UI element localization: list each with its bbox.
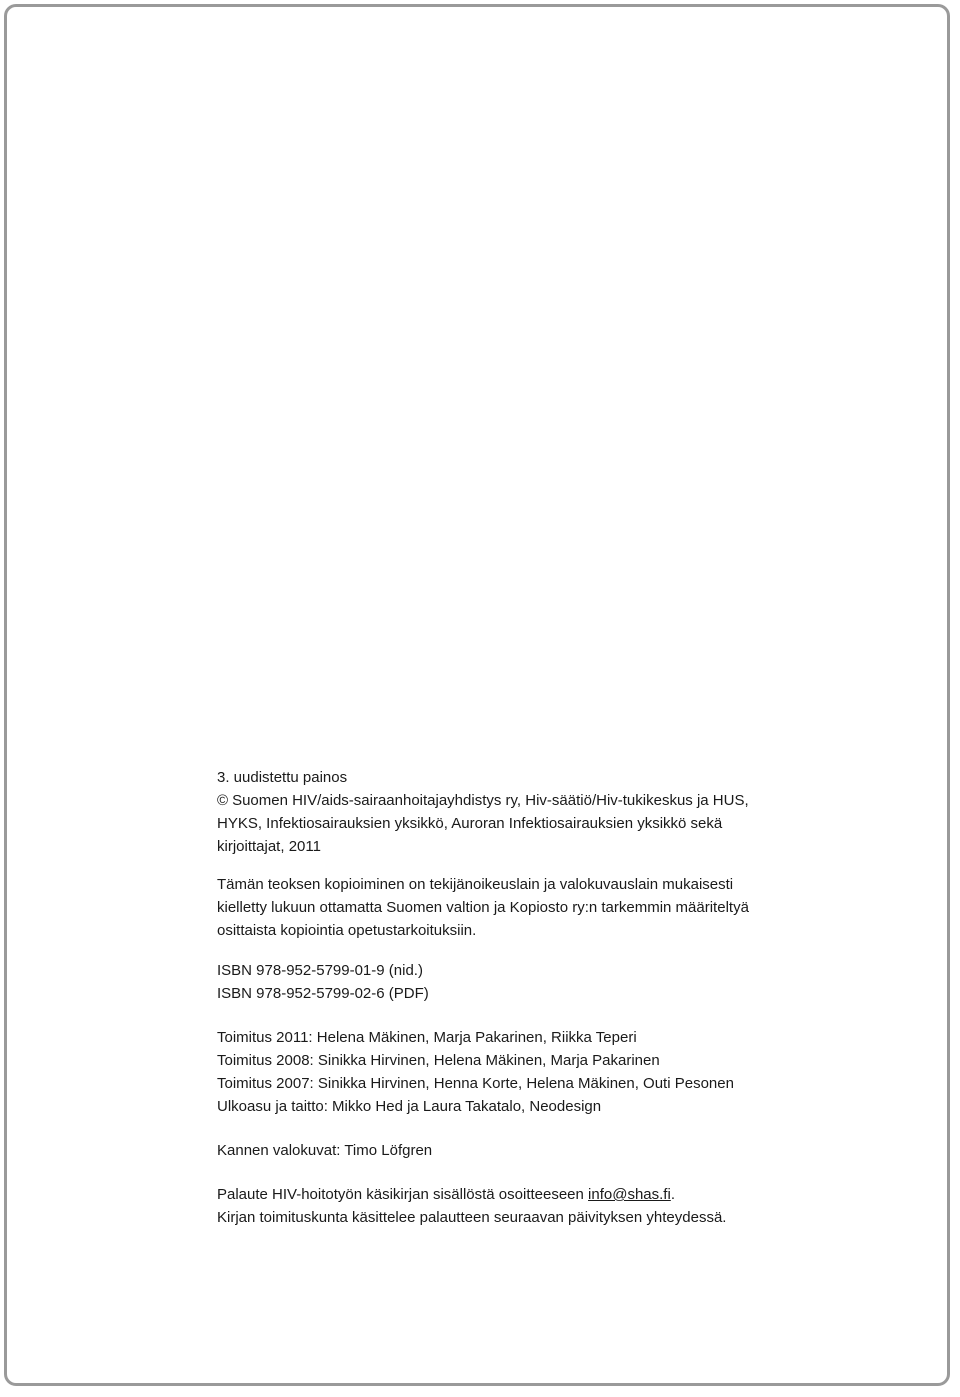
copyright-line-2: HYKS, Infektiosairauksien yksikkö, Auroran Infektiosairauksien yksikkö sekä xyxy=(217,815,723,832)
edition-block xyxy=(217,766,857,858)
feedback-line-2: Kirjan toimituskunta käsittelee palautteen seuraavan päivityksen yhteydessä. xyxy=(217,1209,727,1226)
photos-block xyxy=(217,1139,857,1162)
feedback-block xyxy=(217,1183,857,1229)
rights-line-1: Tämän teoksen kopioiminen on tekijänoikeuslain ja valokuvauslain mukaisesti xyxy=(217,876,734,893)
copyright-line-1 xyxy=(217,789,857,812)
colophon xyxy=(217,766,857,1229)
rights-line-3: osittaista kopiointia opetustarkoituksiin. xyxy=(217,922,477,939)
feedback-email-link[interactable]: info@shas.fi xyxy=(588,1186,671,1203)
isbn-print: ISBN 978-952-5799-01-9 (nid.) xyxy=(217,962,423,979)
isbn-block xyxy=(217,959,857,1005)
feedback-suffix: . xyxy=(670,1186,675,1203)
credit-line: Toimitus 2008: Sinikka Hirvinen, Helena Mäkinen, Marja Pakarinen xyxy=(217,1052,660,1069)
rights-block xyxy=(217,873,857,942)
feedback-line-1 xyxy=(217,1183,857,1206)
rights-line-2: kielletty lukuun ottamatta Suomen valtion ja Kopiosto ry:n tarkemmin määriteltyä xyxy=(217,899,749,916)
feedback-prefix: Palaute HIV-hoitotyön käsikirjan sisällöstä osoitteeseen xyxy=(217,1186,589,1203)
copyright-symbol: © xyxy=(217,792,229,809)
credits-block xyxy=(217,1026,857,1118)
credit-line: Ulkoasu ja taitto: Mikko Hed ja Laura Takatalo, Neodesign xyxy=(217,1098,602,1115)
isbn-pdf: ISBN 978-952-5799-02-6 (PDF) xyxy=(217,985,429,1002)
credit-line: Toimitus 2007: Sinikka Hirvinen, Henna Korte, Helena Mäkinen, Outi Pesonen xyxy=(217,1075,734,1092)
photo-credit: Kannen valokuvat: Timo Löfgren xyxy=(217,1142,433,1159)
copyright-text-1: Suomen HIV/aids-sairaanhoitajayhdistys ry, Hiv-säätiö/Hiv-tukikeskus ja HUS, xyxy=(232,792,749,809)
edition-line: 3. uudistettu painos xyxy=(217,769,348,786)
credit-line: Toimitus 2011: Helena Mäkinen, Marja Pakarinen, Riikka Teperi xyxy=(217,1029,637,1046)
copyright-line-3: kirjoittajat, 2011 xyxy=(217,838,321,855)
